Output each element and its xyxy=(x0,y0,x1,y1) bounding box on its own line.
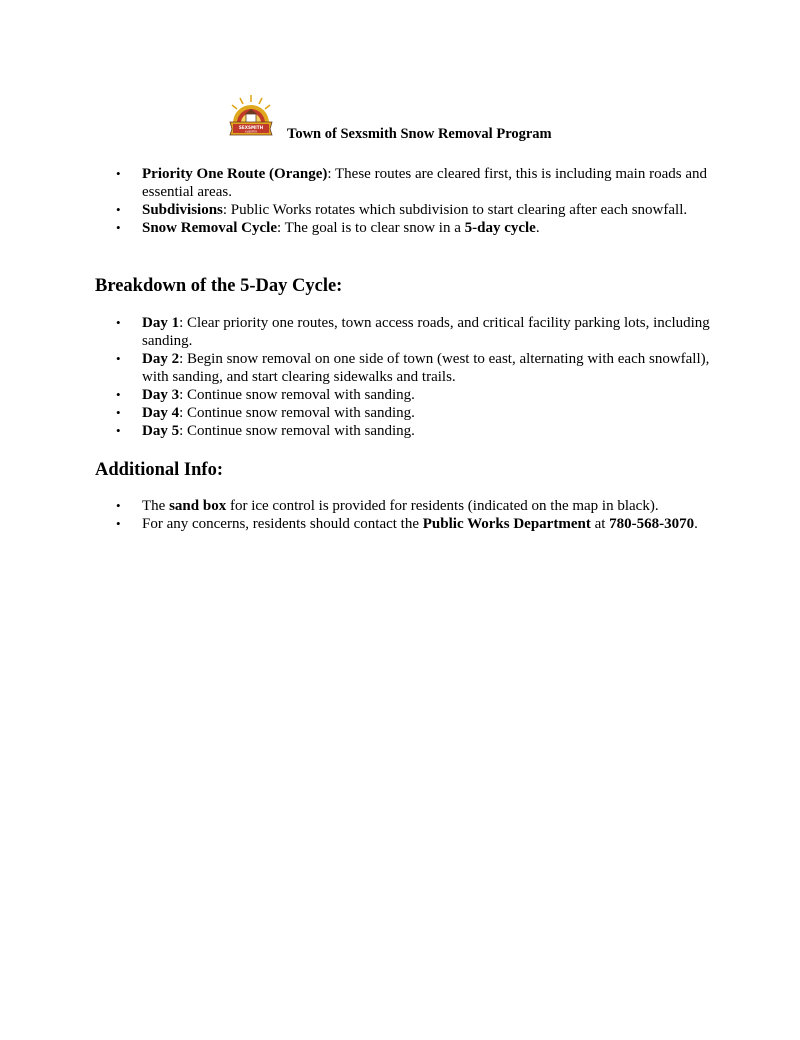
list-item xyxy=(95,422,715,440)
item-label: Day 3 xyxy=(142,387,180,403)
list-item xyxy=(95,314,715,350)
item-label: Public Works Department xyxy=(422,516,591,532)
item-label: Priority One Route (Orange) xyxy=(142,166,328,182)
item-text: : Clear priority one routes, town access roads, and critical facility parking lots, including sanding. xyxy=(142,315,710,349)
cycle-breakdown-list xyxy=(95,314,715,440)
svg-text:SEXSMITH: SEXSMITH xyxy=(238,125,264,130)
list-item xyxy=(95,386,715,404)
item-label: Day 2 xyxy=(142,351,180,367)
item-label: Day 1 xyxy=(142,315,180,331)
list-item xyxy=(95,165,715,201)
item-text: : Public Works rotates which subdivision to start clearing after each snowfall. xyxy=(222,202,688,218)
item-text: : These routes are cleared first, this is including main roads and essential areas. xyxy=(142,166,707,200)
additional-info-heading: Additional Info: xyxy=(95,460,223,480)
bullet-icon: • xyxy=(116,405,121,420)
bullet-icon: • xyxy=(116,166,121,181)
item-label: Day 5 xyxy=(142,423,180,439)
item-text: for ice control is provided for residents (indicated on the map in black). xyxy=(226,498,659,514)
item-text-end: . xyxy=(694,516,698,532)
item-emphasis: 5-day cycle xyxy=(464,220,536,236)
item-text-start: For any concerns, residents should contact the xyxy=(142,516,423,532)
list-item xyxy=(95,350,715,386)
additional-info-list xyxy=(95,497,715,533)
bullet-icon: • xyxy=(116,423,121,438)
town-logo xyxy=(227,93,275,137)
list-item xyxy=(95,497,715,515)
svg-text:ALBERTA: ALBERTA xyxy=(244,129,258,134)
bullet-icon: • xyxy=(116,315,121,330)
item-text: : Continue snow removal with sanding. xyxy=(179,387,415,403)
program-overview-list xyxy=(95,165,715,237)
item-text: : Continue snow removal with sanding. xyxy=(179,423,415,439)
bullet-icon: • xyxy=(116,351,121,366)
list-item xyxy=(95,515,715,533)
item-label: Subdivisions xyxy=(142,202,223,218)
document-title: Town of Sexsmith Snow Removal Program xyxy=(287,126,552,142)
phone-number: 780-568-3070 xyxy=(609,516,695,532)
item-label: sand box xyxy=(169,498,227,514)
bullet-icon: • xyxy=(116,202,121,217)
bullet-icon: • xyxy=(116,498,121,513)
item-label: Snow Removal Cycle xyxy=(142,220,277,236)
item-text: : Continue snow removal with sanding. xyxy=(179,405,415,421)
item-text: : Begin snow removal on one side of town (west to east, alternating with each snowfall), with sanding, and start clearing sidewalks and trails. xyxy=(142,351,710,385)
item-text-end: . xyxy=(535,220,540,236)
item-label: Day 4 xyxy=(142,405,180,421)
list-item xyxy=(95,404,715,422)
item-text-start: The xyxy=(142,498,170,514)
list-item xyxy=(95,201,715,219)
breakdown-heading: Breakdown of the 5-Day Cycle: xyxy=(95,276,343,296)
bullet-icon: • xyxy=(116,220,121,235)
bullet-icon: • xyxy=(116,516,121,531)
item-text: at xyxy=(590,516,610,532)
item-text: : The goal is to clear snow in a xyxy=(277,220,465,236)
bullet-icon: • xyxy=(116,387,121,402)
list-item xyxy=(95,219,715,237)
